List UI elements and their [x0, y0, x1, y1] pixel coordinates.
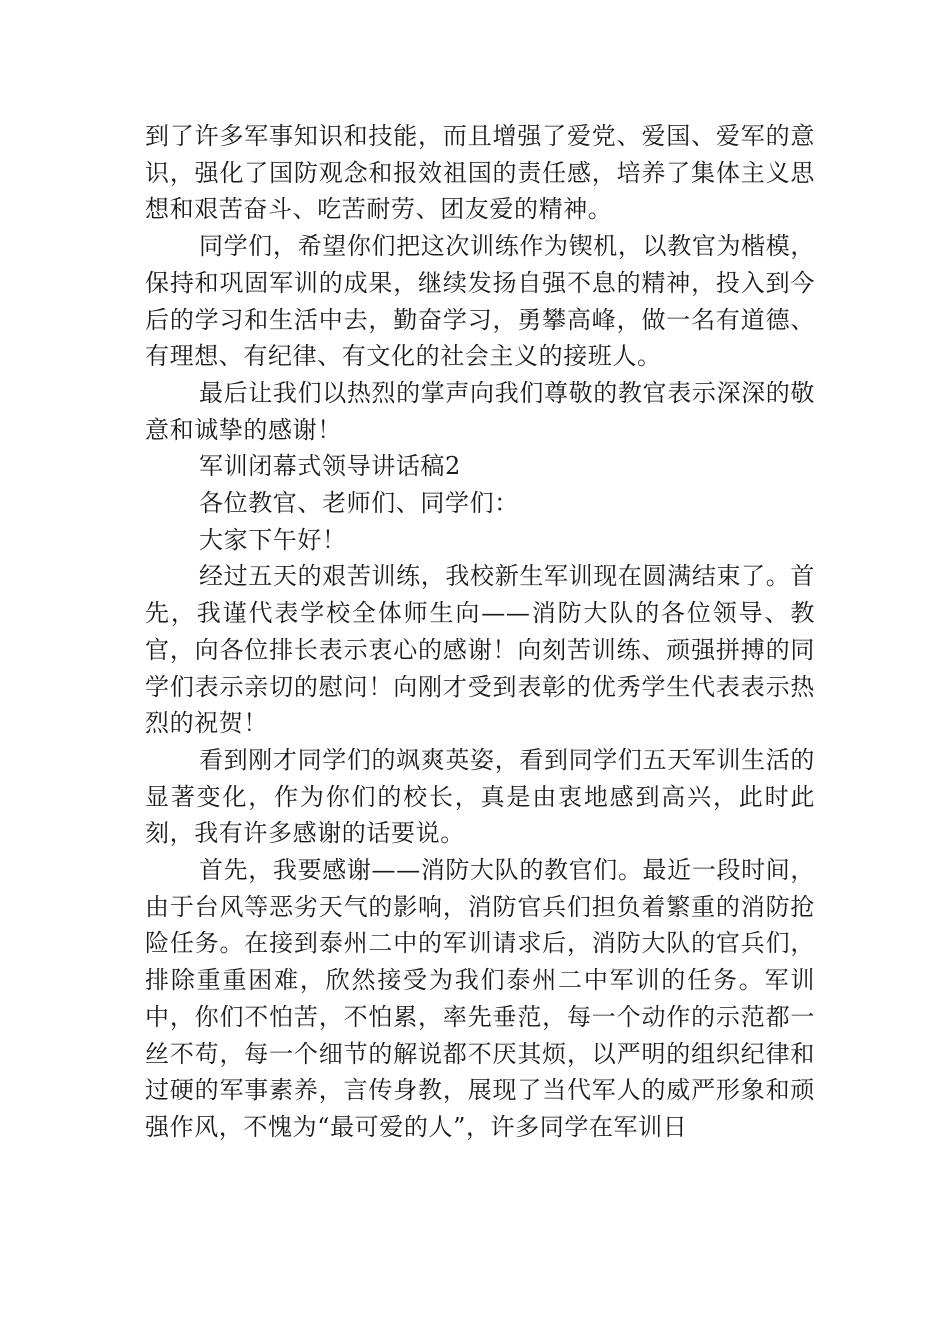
paragraph-8: 看到刚才同学们的飒爽英姿，看到同学们五天军训生活的显著变化，作为你们的校长，真是由衷地感到高兴，此时此刻，我有许多感谢的话要说。 [145, 745, 815, 848]
greeting: 大家下午好！ [199, 525, 347, 554]
paragraph-3: 最后让我们以热烈的掌声向我们尊敬的教官表示深深的敬意和诚挚的感谢！ [145, 378, 815, 444]
paragraph-9: 首先，我要感谢——消防大队的教官们。最近一段时间，由于台风等恶劣天气的影响，消防官兵们担负着繁重的消防抢险任务。在接到泰州二中的军训请求后，消防大队的官兵们，排除重重困难，欣然接受为我们泰州二中军训的任务。军训中，你们不怕苦，不怕累，率先垂范，每一个动作的示范都一丝不苟，每一个细节的解说都不厌其烦，以严明的组织纪律和过硬的军事素养，言传身教，展现了当代军人的威严形象和顽强作风，不愧为“最可爱的人”，许多同学在军训日 [145, 856, 815, 1141]
paragraph-1: 到了许多军事知识和技能，而且增强了爱党、爱国、爱军的意识，强化了国防观念和报效祖国的责任感，培养了集体主义思想和艰苦奋斗、吃苦耐劳、团友爱的精神。 [145, 122, 815, 224]
paragraph-2: 同学们，希望你们把这次训练作为锲机，以教官为楷模，保持和巩固军训的成果，继续发扬自强不息的精神，投入到今后的学习和生活中去，勤奋学习，勇攀高峰，做一名有道德、有理想、有纪律、有文化的社会主义的接班人。 [145, 232, 815, 371]
document-body [145, 118, 815, 1146]
paragraph-7: 经过五天的艰苦训练，我校新生军训现在圆满结束了。首先，我谨代表学校全体师生向——消防大队的各位领导、教官，向各位排长表示衷心的感谢！向刻苦训练、顽强拼搏的同学们表示亲切的慰问！向刚才受到表彰的优秀学生代表表示热烈的祝贺！ [145, 562, 815, 738]
salutation: 各位教官、老师们、同学们： [199, 489, 519, 518]
section-heading: 军训闭幕式领导讲话稿2 [199, 452, 461, 481]
